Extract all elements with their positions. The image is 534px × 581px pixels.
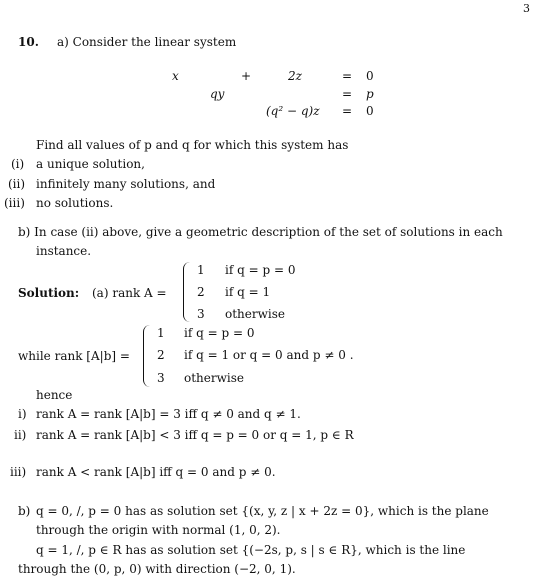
case-text-iii: no solutions. [36, 196, 114, 210]
part-b-line2: instance. [36, 244, 92, 258]
system-r1-x: x [172, 69, 179, 83]
result-text-ii: rank A = rank [A|b] < 3 iff q = p = 0 or q = 1, p ∈ R [36, 428, 354, 442]
result-label-iii: iii) [10, 465, 27, 479]
problem-number: 10. [18, 35, 39, 49]
system-r2-rhs: p [366, 87, 374, 101]
system-r3-eq: = [342, 104, 353, 118]
system-r1-2z: 2z [288, 69, 302, 83]
rank-ab-cond-3: otherwise [184, 371, 244, 385]
rank-a-brace [183, 262, 190, 322]
case-label-ii: (ii) [8, 177, 26, 191]
sol-b-label: b) [18, 504, 31, 518]
result-label-i: i) [18, 407, 27, 421]
rank-a-prefix: (a) rank A = [92, 286, 167, 300]
rank-a-val-3: 3 [197, 307, 205, 321]
solution-label: Solution: [18, 286, 80, 300]
rank-ab-prefix: while rank [A|b] = [18, 349, 130, 363]
system-r3-term: (q² − q)z [266, 104, 320, 118]
case-label-iii: (iii) [4, 196, 25, 210]
hence-text: hence [36, 388, 73, 402]
sol-b-line2: through the origin with normal (1, 0, 2). [36, 523, 281, 537]
sol-b-line4: through the (0, p, 0) with direction (−2, 0, 1). [18, 562, 296, 576]
sol-b-line3: q = 1, /, p ∈ R has as solution set {(−2s, p, s | s ∈ R}, which is the line [36, 543, 466, 557]
sol-b-line1: q = 0, /, p = 0 has as solution set {(x, y, z | x + 2z = 0}, which is the plane [36, 504, 489, 518]
result-text-iii: rank A < rank [A|b] iff q = 0 and p ≠ 0. [36, 465, 276, 479]
rank-ab-val-3: 3 [157, 371, 165, 385]
system-r3-rhs: 0 [366, 104, 374, 118]
rank-ab-val-2: 2 [157, 348, 165, 362]
result-text-i: rank A = rank [A|b] = 3 iff q ≠ 0 and q ≠ 1. [36, 407, 301, 421]
rank-ab-val-1: 1 [157, 326, 165, 340]
rank-a-val-2: 2 [197, 285, 205, 299]
system-r1-plus: + [241, 69, 252, 83]
part-b-line1: b) In case (ii) above, give a geometric description of the set of solutions in each [18, 225, 503, 239]
rank-a-cond-2: if q = 1 [225, 285, 271, 299]
system-r2-qy: qy [210, 87, 225, 101]
case-text-i: a unique solution, [36, 157, 145, 171]
rank-a-cond-1: if q = p = 0 [225, 263, 296, 277]
system-r2-eq: = [342, 87, 353, 101]
system-r1-eq: = [342, 69, 353, 83]
rank-ab-brace [143, 325, 150, 387]
rank-a-cond-3: otherwise [225, 307, 285, 321]
part-a-intro: a) Consider the linear system [57, 35, 237, 49]
result-label-ii: ii) [14, 428, 27, 442]
page-number: 3 [523, 2, 530, 15]
rank-ab-cond-1: if q = p = 0 [184, 326, 255, 340]
rank-ab-cond-2: if q = 1 or q = 0 and p ≠ 0 . [184, 348, 354, 362]
find-text: Find all values of p and q for which this system has [36, 138, 349, 152]
case-label-i: (i) [11, 157, 25, 171]
case-text-ii: infinitely many solutions, and [36, 177, 216, 191]
system-r1-rhs: 0 [366, 69, 374, 83]
rank-a-val-1: 1 [197, 263, 205, 277]
